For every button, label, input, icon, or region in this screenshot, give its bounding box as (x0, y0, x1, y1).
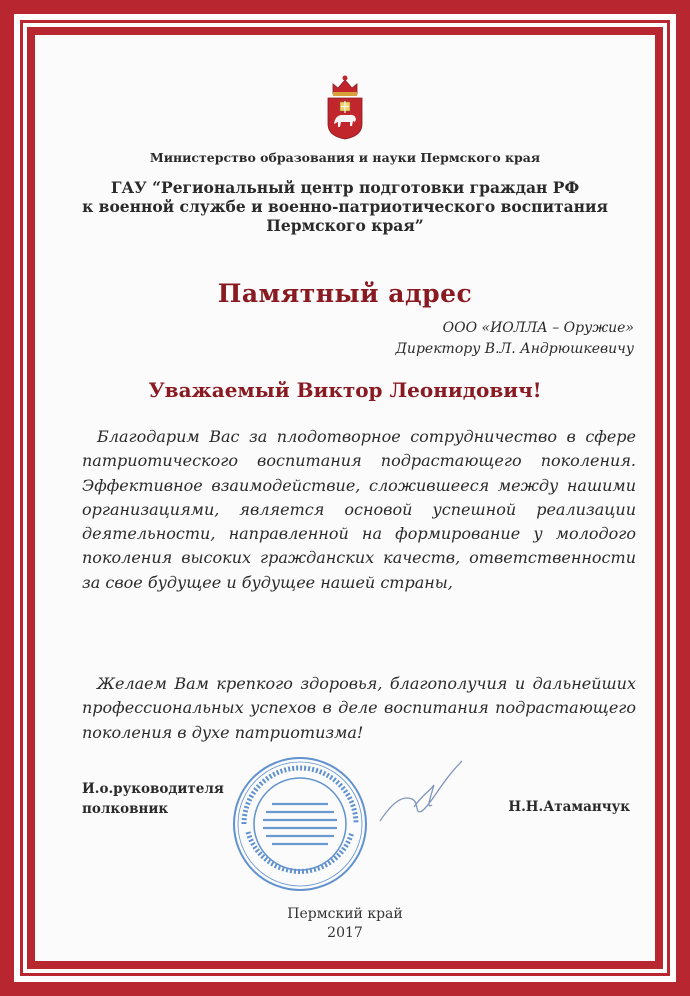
footer-place: Пермский край (287, 906, 403, 922)
signer-position (82, 779, 224, 819)
footer-year: 2017 (327, 925, 363, 941)
paragraph-gratitude: Благодарим Вас за плодотворное сотрудничество в сфере патриотического воспитания подрастающего поколения. Эффективное взаимодействие, сложившееся между нашими организациями, является основой успешной реализации деятельности, направленной на формирование у молодого поколения высоких гражданских качеств, ответственности за свое будущее и будущее нашей страны, (82, 427, 636, 592)
recipient-block (396, 318, 634, 360)
perm-krai-emblem-icon (325, 72, 365, 140)
org-line-2: к военной службе и военно-патриотического воспитания (82, 197, 608, 216)
ministry-line: Министерство образования и науки Пермского края (149, 150, 541, 165)
signer-name: Н.Н.Атаманчук (508, 799, 630, 815)
signature (370, 755, 470, 830)
recipient-person: Директору В.Л. Андрюшкевичу (395, 341, 634, 357)
organization-name (40, 178, 650, 235)
greeting: Уважаемый Виктор Леонидович! (148, 378, 542, 402)
official-stamp (230, 754, 370, 894)
recipient-company: ООО «ИОЛЛА – Оружие» (442, 320, 634, 336)
org-line-3: Пермского края” (266, 216, 424, 235)
footer (40, 905, 650, 943)
document-title: Памятный адрес (217, 279, 473, 308)
org-line-1: ГАУ “Региональный центр подготовки граждан РФ (110, 178, 580, 197)
paragraph-wishes: Желаем Вам крепкого здоровья, благополучия и дальнейших профессиональных успехов в деле воспитания подрастающего поколения в духе патриотизма! (82, 674, 636, 742)
signer-position-line-1: И.о.руководителя (82, 781, 224, 797)
signer-position-line-2: полковник (82, 801, 169, 817)
